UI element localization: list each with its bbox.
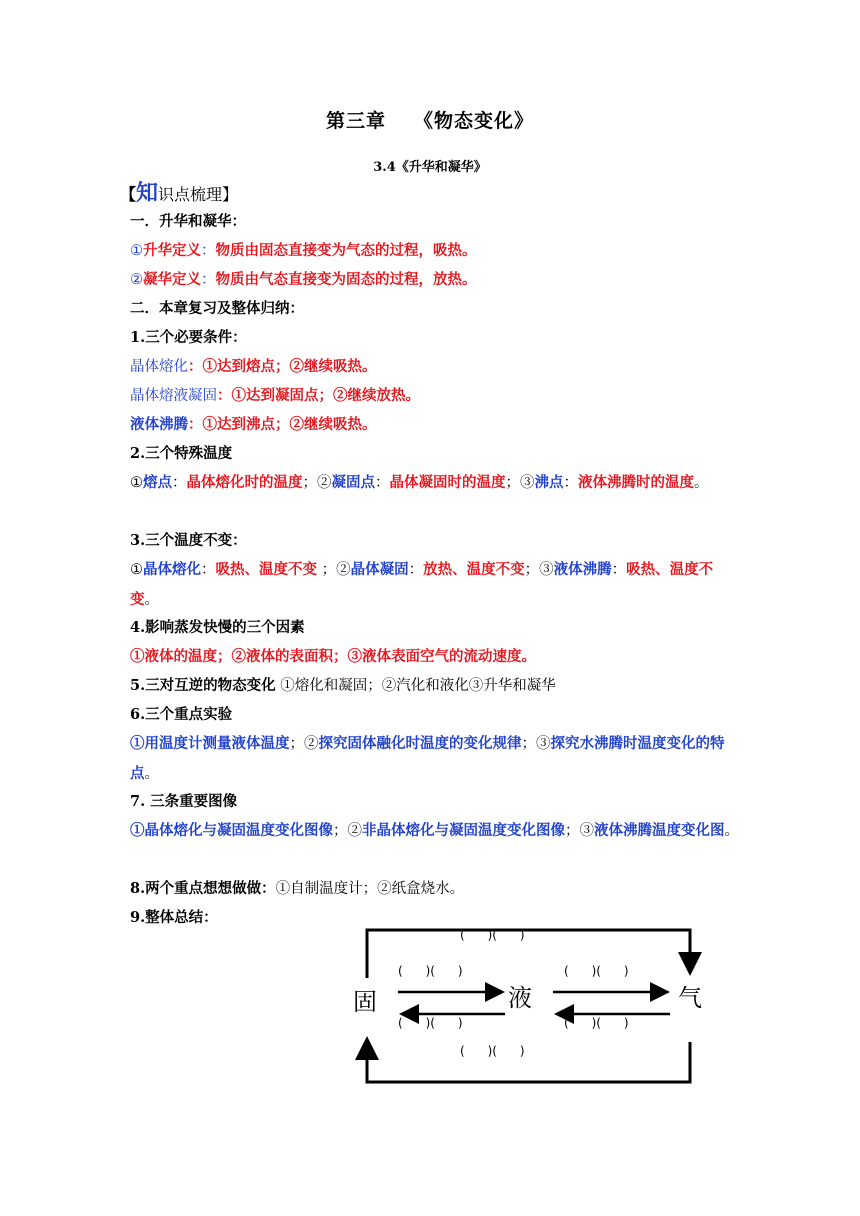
point-3-constant-temperature: ①晶体熔化：吸热、温度不变 ；②晶体凝固：放热、温度不变；③液体沸腾：吸热、温度不变。 — [130, 561, 714, 608]
point-4-title: 4.影响蒸发快慢的三个因素 — [130, 619, 305, 636]
point-1-solidifying: 晶体熔液凝固：①达到凝固点；②继续放热。 — [130, 387, 420, 404]
point-5: 5.三对互逆的物态变化 ①熔化和凝固；②汽化和液化③升华和凝华 — [130, 677, 556, 694]
point-2-temperatures: ①熔点：晶体熔化时的温度；②凝固点：晶体凝固时的温度；③沸点：液体沸腾时的温度。 — [130, 474, 709, 491]
chapter-title — [0, 106, 860, 133]
solid-liquid-top-blank: ( )( ) — [398, 964, 463, 978]
chapter-number: 第三章 — [325, 110, 386, 132]
point-7-graphs: ①晶体熔化与凝固温度变化图像；②非晶体熔化与凝固温度变化图像；③液体沸腾温度变化图。 — [130, 822, 739, 839]
point-4-factors: ①液体的温度；②液体的表面积；③液体表面空气的流动速度。 — [130, 648, 536, 665]
bottom-loop-arrow — [367, 1042, 690, 1082]
state-gas: 气 — [678, 984, 702, 1012]
sublimation-definition: ①升华定义：物质由固态直接变为气态的过程，吸热。 — [130, 242, 477, 259]
point-7-title: 7. 三条重要图像 — [130, 793, 238, 810]
point-6-title: 6.三个重点实验 — [130, 706, 233, 723]
solid-liquid-bottom-blank: ( )( ) — [398, 1016, 463, 1030]
bottom-blank: ( )( ) — [460, 1044, 525, 1058]
section-2-title: 二．本章复习及整体归纳： — [130, 300, 304, 317]
top-blank: ( )( ) — [460, 928, 525, 942]
point-6-experiments: ①用温度计测量液体温度；②探究固体融化时温度的变化规律；③探究水沸腾时温度变化的特点。 — [130, 735, 725, 782]
liquid-gas-bottom-blank: ( )( ) — [564, 1016, 629, 1030]
desublimation-definition: ②凝华定义：物质由气态直接变为固态的过程，放热。 — [130, 271, 477, 288]
state-solid: 固 — [353, 988, 377, 1016]
point-2-title: 2.三个特殊温度 — [130, 445, 233, 462]
point-1-melting: 晶体熔化：①达到熔点；②继续吸热。 — [130, 358, 377, 375]
heading-big-char: 知 — [136, 180, 159, 206]
chapter-name: 《物态变化》 — [414, 110, 535, 132]
point-1-title: 1.三个必要条件： — [130, 329, 247, 346]
state-liquid: 液 — [508, 984, 532, 1012]
liquid-gas-top-blank: ( )( ) — [564, 964, 629, 978]
point-1-boiling: 液体沸腾：①达到沸点；②继续吸热。 — [130, 416, 377, 433]
state-change-diagram — [340, 920, 720, 1100]
point-9-title: 9.整体总结： — [130, 909, 218, 926]
point-3-title: 3.三个温度不变： — [130, 532, 247, 549]
section-title: 3.4《升华和凝华》 — [373, 160, 487, 175]
knowledge-heading: 【知识点梳理】 — [120, 180, 239, 206]
section-1-title: 一．升华和凝华： — [130, 213, 246, 230]
point-8: 8.两个重点想想做做：①自制温度计；②纸盒烧水。 — [130, 880, 465, 897]
